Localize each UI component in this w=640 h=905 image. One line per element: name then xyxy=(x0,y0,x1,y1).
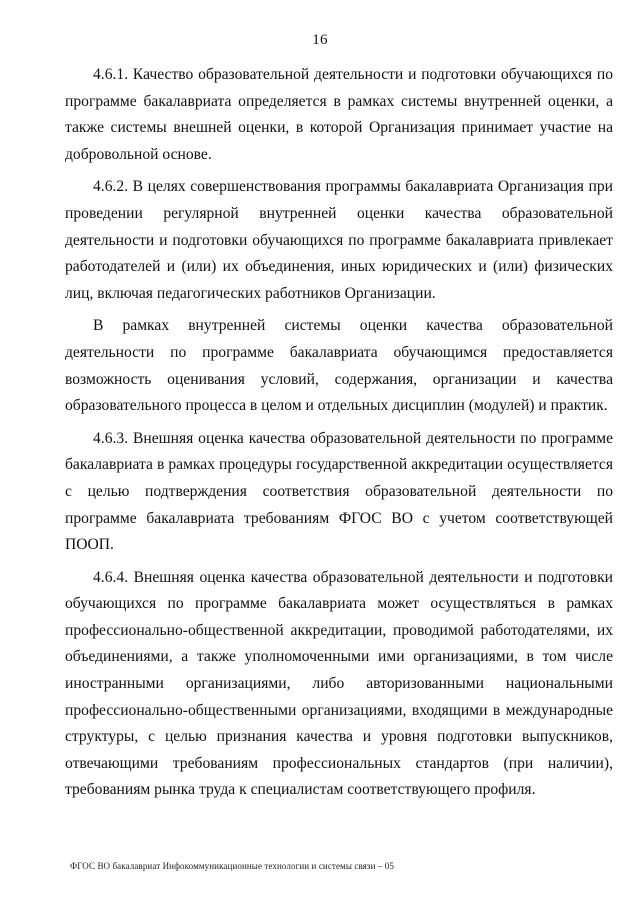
paragraph-internal-assessment: В рамках внутренней системы оценки качества образовательной деятельности по программе бакалавриата обучающимся предоставляется возможность оценивания условий, содержания, организации и качества образовательного процесса в целом и отдельных дисциплин (модулей) и практик. xyxy=(65,317,613,415)
page-number: 16 xyxy=(312,32,328,48)
paragraph-4-6-3: 4.6.3. Внешняя оценка качества образовательной деятельности по программе бакалавриата в рамках процедуры государственной аккредитации осуществляется с целью подтверждения соответствия образовательной деятельности по программе бакалавриата требованиям ФГОС ВО с учетом соответствующей ПООП. xyxy=(65,429,613,554)
document-body xyxy=(65,62,613,810)
paragraph-4-6-2: 4.6.2. В целях совершенствования программы бакалавриата Организация при проведении регулярной внутренней оценки качества образовательной деятельности и подготовки обучающихся по программе бакалавриата привлекает работодателей и (или) их объединения, иных юридических и (или) физических лиц, включая педагогических работников Организации. xyxy=(65,178,613,302)
paragraph-4-6-4: 4.6.4. Внешняя оценка качества образовательной деятельности и подготовки обучающихся по программе бакалавриата может осуществляться в рамках профессионально-общественной аккредитации, проводимой работодателями, их объединениями, а также уполномоченными ими организациями, в том числе иностранными организациями, либо авторизованными национальными профессионально-общественными организациями, входящими в международные структуры, с целью признания качества и уровня подготовки выпускников, отвечающими требованиям профессиональных стандартов (при наличии), требованиям рынка труда к специалистам соответствующего профиля. xyxy=(65,568,613,799)
paragraph-4-6-1: 4.6.1. Качество образовательной деятельности и подготовки обучающихся по программе бакалавриата определяется в рамках системы внутренней оценки, а также системы внешней оценки, в которой Организация принимает участие на добровольной основе. xyxy=(65,66,613,163)
page-footer: ФГОС ВО бакалавриат Инфокоммуникационные технологии и системы связи – 05 xyxy=(70,861,394,871)
